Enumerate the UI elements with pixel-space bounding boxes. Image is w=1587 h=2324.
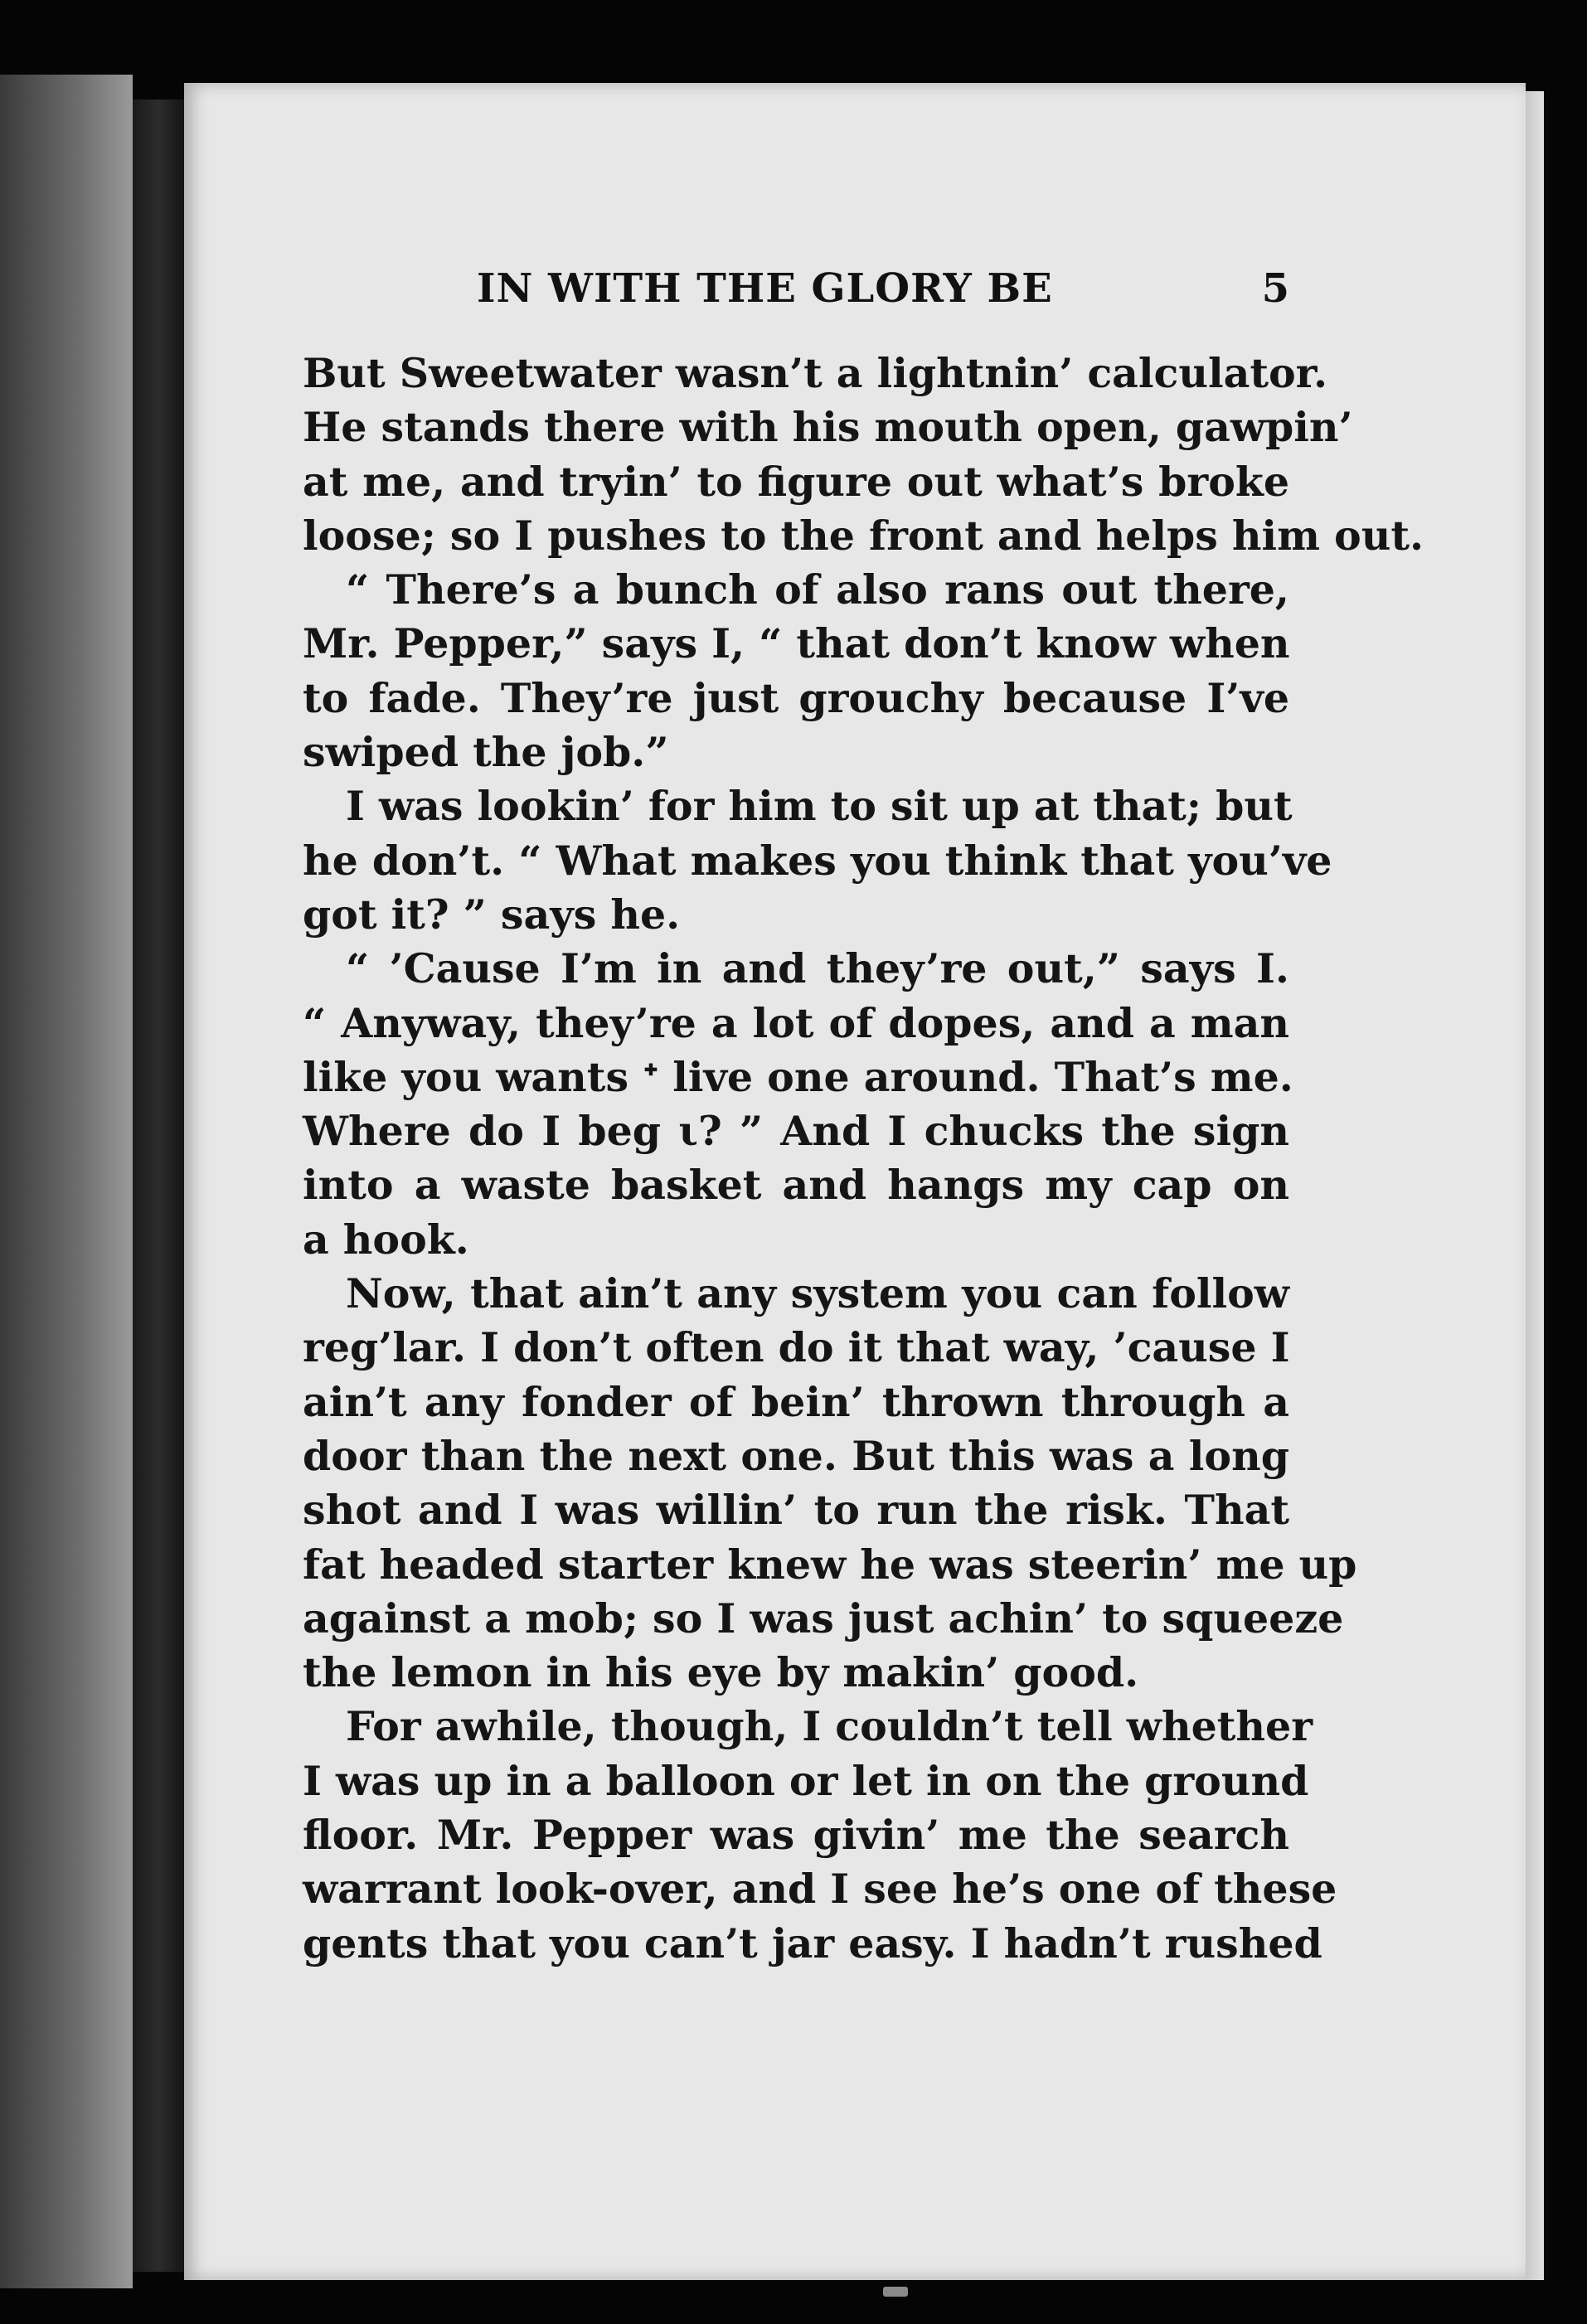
- body-text: [303, 347, 1424, 1971]
- text-line: swiped the job.”: [303, 728, 669, 777]
- text-line: door than the next one. But this was a long: [303, 1431, 1289, 1480]
- text-line: got it? ” says he.: [303, 890, 681, 939]
- text-line: ain’t any fonder of bein’ thrown through a: [303, 1377, 1289, 1426]
- facing-page-edge: [0, 75, 133, 2288]
- text-line: reg’lar. I don’t often do it that way, ’cause I: [303, 1323, 1290, 1372]
- text-line: I was lookin’ for him to sit up at that; but: [346, 782, 1293, 831]
- text-line: But Sweetwater wasn’t a lightnin’ calculator.: [303, 349, 1328, 397]
- text-line: I was up in a balloon or let in on the ground: [303, 1756, 1309, 1805]
- text-line: loose; so I pushes to the front and helps him out.: [303, 511, 1424, 560]
- text-line: at me, and tryin’ to figure out what’s broke: [303, 457, 1289, 506]
- text-line: into a waste basket and hangs my cap on: [303, 1161, 1289, 1210]
- text-line: Now, that ain’t any system you can follow: [346, 1269, 1289, 1318]
- text-line: “ ’Cause I’m in and they’re out,” says I.: [346, 944, 1289, 993]
- text-line: like you wants ᐩ live one around. That’s me.: [303, 1052, 1293, 1101]
- text-line: “ Anyway, they’re a lot of dopes, and a man: [303, 998, 1289, 1047]
- text-line: floor. Mr. Pepper was givin’ me the search: [303, 1811, 1289, 1860]
- text-line: warrant look-over, and I see he’s one of these: [303, 1865, 1337, 1914]
- running-title: IN WITH THE GLORY BE: [477, 265, 1053, 312]
- text-line: Mr. Pepper,” says I, “ that don’t know when: [303, 619, 1290, 668]
- text-line: a hook.: [303, 1215, 469, 1264]
- scan-mark: [883, 2287, 908, 2297]
- text-line: fat headed starter knew he was steerin’ me up: [303, 1540, 1357, 1589]
- text-line: Where do I beg ι? ” And I chucks the sign: [303, 1107, 1289, 1156]
- text-line: the lemon in his eye by makin’ good.: [303, 1648, 1139, 1697]
- text-line: “ There’s a bunch of also rans out there,: [346, 565, 1289, 614]
- text-line: He stands there with his mouth open, gawpin’: [303, 403, 1353, 452]
- page-number: 5: [1261, 265, 1289, 312]
- text-line: gents that you can’t jar easy. I hadn’t rushed: [303, 1919, 1322, 1967]
- running-head: [290, 265, 1289, 323]
- text-line: against a mob; so I was just achin’ to squeeze: [303, 1594, 1344, 1642]
- text-line: he don’t. “ What makes you think that you’ve: [303, 836, 1332, 885]
- book-gutter: [133, 99, 184, 2272]
- text-line: shot and I was willin’ to run the risk. That: [303, 1486, 1289, 1535]
- text-line: to fade. They’re just grouchy because I’ve: [303, 673, 1289, 722]
- page-edge: [1526, 91, 1544, 2280]
- text-line: For awhile, though, I couldn’t tell whether: [346, 1702, 1313, 1751]
